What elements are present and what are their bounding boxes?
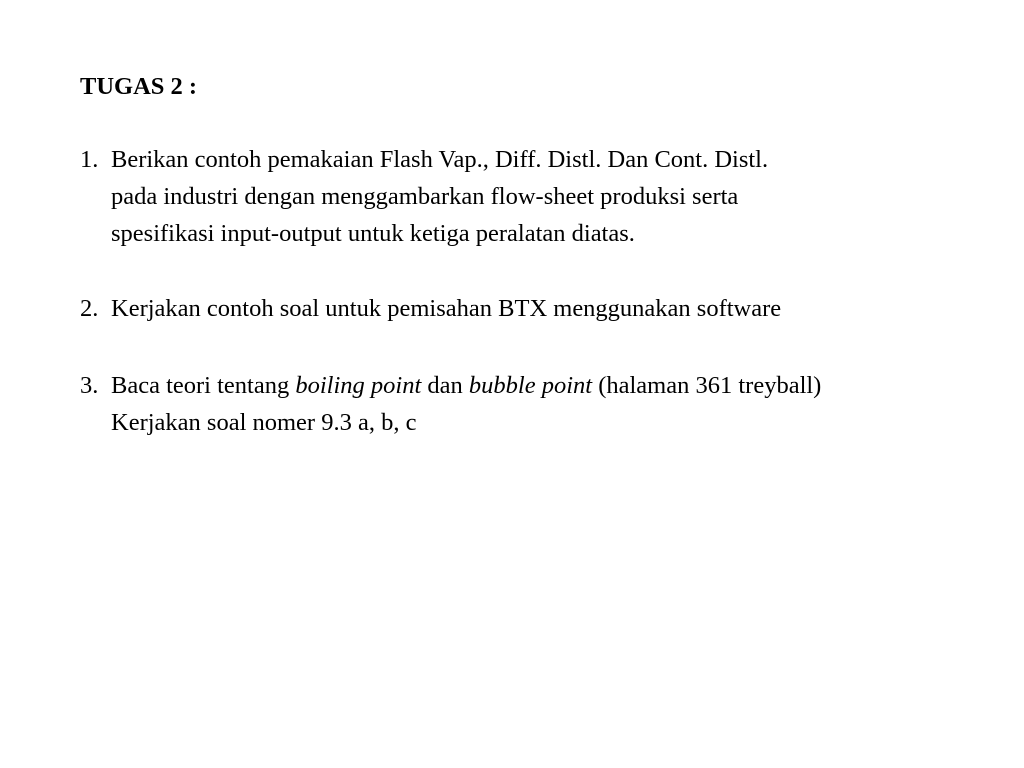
task-2-number: 2. bbox=[80, 295, 99, 322]
term-boiling-point: boiling point bbox=[295, 372, 422, 399]
task-3-text-c: (halaman 361 treyball) bbox=[592, 372, 822, 399]
task-2-line-1 bbox=[80, 290, 1020, 327]
task-1-line-2: pada industri dengan menggambarkan flow-sheet produksi serta bbox=[111, 183, 739, 210]
task-3-text-a: Baca teori tentang bbox=[111, 372, 296, 399]
task-1-number: 1. bbox=[80, 146, 99, 173]
term-bubble-point: bubble point bbox=[468, 372, 593, 399]
slide-title: TUGAS 2 : bbox=[80, 73, 198, 100]
task-1-line-3: spesifikasi input-output untuk ketiga peralatan diatas. bbox=[111, 220, 635, 247]
task-item-2 bbox=[80, 290, 1020, 327]
task-1-text-1: Berikan contoh pemakaian Flash Vap., Diff. Distl. Dan Cont. Distl. bbox=[111, 146, 769, 173]
task-3-number: 3. bbox=[80, 372, 99, 399]
task-item-1 bbox=[80, 141, 1020, 252]
task-2-text-1: Kerjakan contoh soal untuk pemisahan BTX menggunakan software bbox=[111, 295, 782, 322]
task-3-line-2: Kerjakan soal nomer 9.3 a, b, c bbox=[111, 409, 417, 436]
task-item-3 bbox=[80, 367, 1020, 441]
task-3-text-b: dan bbox=[421, 372, 469, 399]
task-1-line-1 bbox=[80, 141, 1020, 178]
task-3-line-1 bbox=[80, 367, 1020, 404]
